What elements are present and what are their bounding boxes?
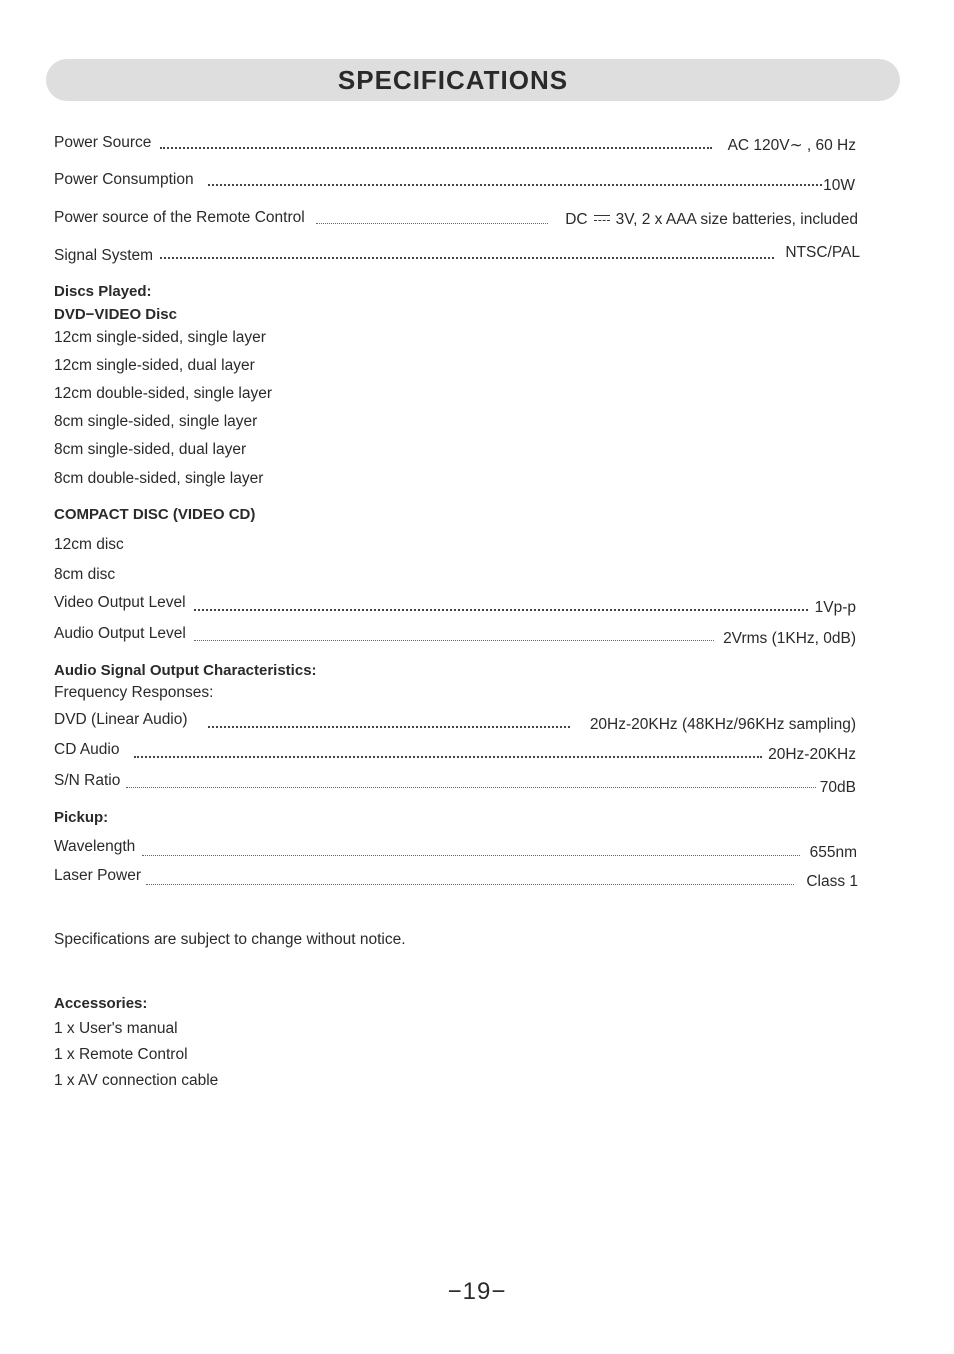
- spec-label: Signal System: [54, 247, 154, 264]
- accessory-item: 1 x User's manual: [54, 1020, 178, 1037]
- spec-value: 20Hz-20KHz: [768, 746, 856, 763]
- dot-leader: [134, 756, 762, 758]
- spec-sn-ratio: [54, 769, 858, 796]
- spec-label: Power Source: [54, 134, 152, 151]
- accessory-item: 1 x Remote Control: [54, 1046, 188, 1063]
- spec-label: Laser Power: [54, 867, 142, 884]
- spec-value: [565, 208, 858, 232]
- spec-value: 10W: [823, 177, 855, 194]
- spec-signal-system: [54, 244, 858, 268]
- cd-item: 8cm disc: [54, 566, 116, 583]
- cd-item: 12cm disc: [54, 536, 124, 553]
- spec-remote-power: [54, 206, 858, 230]
- dc-symbol-icon: [594, 214, 610, 222]
- discs-heading: Discs Played:: [54, 283, 152, 300]
- spec-value: 70dB: [819, 779, 856, 796]
- cd-heading: COMPACT DISC (VIDEO CD): [54, 506, 256, 523]
- spec-value: 655nm: [809, 844, 857, 861]
- spec-value: NTSC/PAL: [785, 244, 860, 261]
- spec-label: Power source of the Remote Control: [54, 209, 305, 226]
- dc-value: 3V, 2 x AAA size batteries, included: [615, 211, 858, 228]
- spec-laser-power: [54, 864, 858, 888]
- spec-label: CD Audio: [54, 741, 120, 758]
- dvd-item: 8cm single-sided, dual layer: [54, 441, 247, 458]
- spec-dvd-linear-audio: [54, 708, 858, 732]
- spec-value: 20Hz-20KHz (48KHz/96KHz sampling): [589, 716, 856, 733]
- dot-leader: [160, 147, 712, 149]
- accessory-item: 1 x AV connection cable: [54, 1072, 219, 1089]
- dot-leader: [194, 640, 714, 641]
- spec-value: Class 1: [806, 873, 858, 890]
- spec-cd-audio: [54, 738, 858, 762]
- dvd-item: 12cm single-sided, single layer: [54, 329, 266, 346]
- spec-power-consumption: [54, 168, 858, 192]
- spec-label: DVD (Linear Audio): [54, 711, 188, 728]
- dvd-item: 12cm single-sided, dual layer: [54, 357, 255, 374]
- spec-label: S/N Ratio: [54, 772, 121, 789]
- spec-audio-output: [54, 622, 858, 646]
- freq-heading: Frequency Responses:: [54, 684, 214, 701]
- spec-label: Video Output Level: [54, 594, 186, 611]
- title-bar: [46, 59, 900, 101]
- spec-video-output: [54, 591, 858, 615]
- dot-leader: [160, 257, 774, 259]
- accessories-heading: Accessories:: [54, 995, 148, 1012]
- dvd-item: 12cm double-sided, single layer: [54, 385, 272, 402]
- pickup-heading: Pickup:: [54, 809, 109, 826]
- dot-leader: [142, 855, 800, 856]
- dot-leader: [316, 223, 548, 224]
- spec-wavelength: [54, 835, 858, 859]
- dvd-heading: DVD−VIDEO Disc: [54, 306, 177, 323]
- spec-value: 1Vp-p: [814, 599, 856, 616]
- page-title: SPECIFICATIONS: [337, 64, 569, 95]
- audio-signal-heading: Audio Signal Output Characteristics:: [54, 662, 317, 679]
- dvd-item: 8cm single-sided, single layer: [54, 413, 258, 430]
- spec-label: Power Consumption: [54, 171, 194, 188]
- dot-leader: [208, 184, 822, 186]
- spec-label: Wavelength: [54, 838, 136, 855]
- spec-power-source: [54, 131, 858, 155]
- notice-text: Specifications are subject to change without notice.: [54, 931, 406, 948]
- dvd-item: 8cm double-sided, single layer: [54, 470, 264, 487]
- dot-leader: [208, 726, 570, 728]
- spec-value: AC 120V∼ , 60 Hz: [727, 137, 856, 154]
- dot-leader: [194, 609, 808, 611]
- dc-label: DC: [565, 211, 588, 228]
- dot-leader: [146, 884, 794, 885]
- page-number: −19−: [447, 1278, 507, 1305]
- spec-label: Audio Output Level: [54, 625, 186, 642]
- dot-leader: [126, 787, 816, 788]
- spec-value: 2Vrms (1KHz, 0dB): [723, 630, 856, 647]
